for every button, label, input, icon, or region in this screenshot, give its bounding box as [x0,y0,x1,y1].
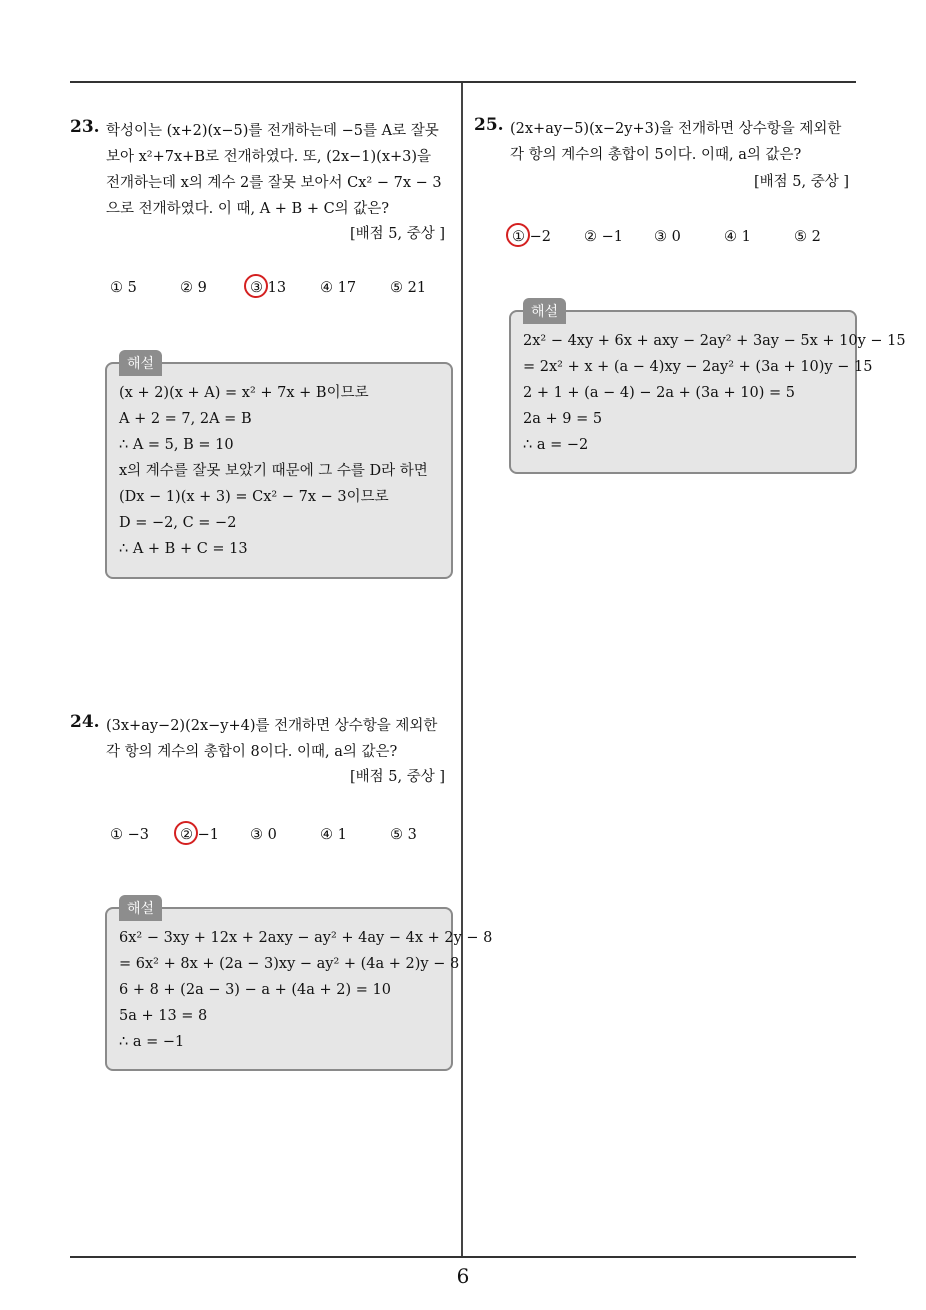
choice-1[interactable] [512,229,551,245]
stem-line: 보아 x²+7x+B로 전개하였다. 또, (2x−1)(x+3)을 [106,149,432,165]
choice-5[interactable]: ⑤ 2 [794,229,821,245]
choice-1-value: −2 [529,229,551,245]
choice-2-value: −1 [197,827,219,843]
solution-tab: 해설 [119,350,162,376]
answer-circle-icon [174,821,198,845]
choice-2[interactable] [180,827,219,843]
solution-box-24 [105,901,493,1071]
solution-line: 2a + 9 = 5 [523,411,603,427]
score-label: [배점 5, 중상 ] [754,174,850,190]
solution-line: 6x² − 3xy + 12x + 2axy − ay² + 4ay − 4x + 2y − 8 [119,930,493,946]
choice-4[interactable]: ④ 1 [320,827,347,843]
choice-2[interactable]: ② −1 [584,229,623,245]
choice-4[interactable]: ④ 17 [320,280,357,296]
solution-line: x의 계수를 잘못 보았기 때문에 그 수를 D라 하면 [119,463,428,479]
choice-4[interactable]: ④ 1 [724,229,751,245]
choice-3[interactable]: ③ 0 [654,229,681,245]
solution-line: ∴ a = −2 [523,437,589,453]
problem-stem [106,713,437,765]
solution-line: 2x² − 4xy + 6x + axy − 2ay² + 3ay − 5x + 10y − 15 [523,333,906,349]
choice-2[interactable]: ② 9 [180,280,207,296]
solution-line: = 2x² + x + (a − 4)xy − 2ay² + (3a + 10)y − 15 [523,359,873,375]
solution-line: ∴ A + B + C = 13 [119,541,248,557]
solution-line: 5a + 13 = 8 [119,1008,208,1024]
solution-line: ∴ a = −1 [119,1034,185,1050]
column-divider [461,83,463,1256]
answer-circle-icon [244,274,268,298]
choice-3-mark: ③ [250,280,263,296]
choice-5[interactable]: ⑤ 3 [390,827,417,843]
choice-3[interactable] [250,280,286,296]
score-label: [배점 5, 중상 ] [350,226,446,242]
problem-number: 25. [474,115,504,135]
stem-line: (3x+ay−2)(2x−y+4)를 전개하면 상수항을 제외한 [106,718,438,734]
choice-3[interactable]: ③ 0 [250,827,277,843]
stem-line: 각 항의 계수의 총합이 8이다. 이때, a의 값은? [106,744,398,760]
choice-1[interactable]: ① −3 [110,827,149,843]
problem-stem [510,116,841,168]
page-number: 6 [456,1264,470,1288]
solution-lines [119,380,428,562]
choice-2-mark: ② [180,827,193,843]
solution-line: (Dx − 1)(x + 3) = Cx² − 7x − 3이므로 [119,489,389,505]
solution-line: = 6x² + 8x + (2a − 3)xy − ay² + (4a + 2)y − 8 [119,956,460,972]
stem-line: 전개하는데 x의 계수 2를 잘못 보아서 Cx² − 7x − 3 [106,175,442,191]
solution-line: A + 2 = 7, 2A = B [119,411,252,427]
solution-line: (x + 2)(x + A) = x² + 7x + B이므로 [119,385,369,401]
problem-number: 24. [70,712,100,732]
stem-line: 각 항의 계수의 총합이 5이다. 이때, a의 값은? [510,147,802,163]
solution-line: 6 + 8 + (2a − 3) − a + (4a + 2) = 10 [119,982,391,998]
solution-tab: 해설 [523,298,566,324]
solution-box-25 [509,304,906,474]
solution-lines [523,328,906,458]
stem-line: 학성이는 (x+2)(x−5)를 전개하는데 −5를 A로 잘못 [106,123,439,139]
choice-1-mark: ① [512,229,525,245]
choice-3-value: 13 [267,280,287,296]
choice-5[interactable]: ⑤ 21 [390,280,427,296]
solution-line: ∴ A = 5, B = 10 [119,437,234,453]
top-rule [70,81,856,83]
bottom-rule [70,1256,856,1258]
answer-circle-icon [506,223,530,247]
stem-line: (2x+ay−5)(x−2y+3)을 전개하면 상수항을 제외한 [510,121,842,137]
solution-line: D = −2, C = −2 [119,515,237,531]
solution-lines [119,925,492,1055]
score-label: [배점 5, 중상 ] [350,769,446,785]
stem-line: 으로 전개하였다. 이 때, A + B + C의 값은? [106,201,390,217]
choice-1[interactable]: ① 5 [110,280,137,296]
problem-number: 23. [70,117,100,137]
solution-line: 2 + 1 + (a − 4) − 2a + (3a + 10) = 5 [523,385,795,401]
solution-tab: 해설 [119,895,162,921]
solution-box-23 [105,356,453,579]
problem-stem [106,118,442,222]
